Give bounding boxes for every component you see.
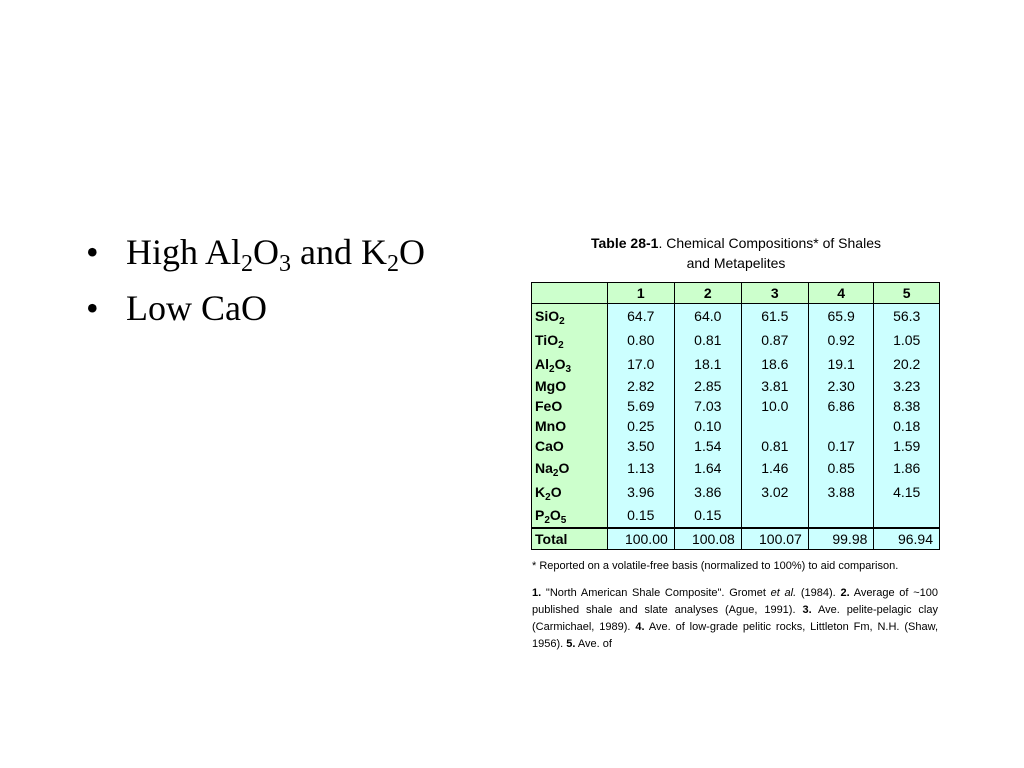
table-total-row: [532, 528, 940, 550]
table-cell: 1.13: [607, 456, 674, 480]
table-cell: 0.85: [808, 456, 874, 480]
table-cell: 0.92: [808, 328, 874, 352]
bullet-dot-icon: •: [86, 232, 99, 272]
table-cell: 0.81: [674, 328, 741, 352]
table-cell: 64.0: [674, 304, 741, 328]
table-cell: 65.9: [808, 304, 874, 328]
table-cell: 3.23: [874, 376, 940, 396]
table-cell: 8.38: [874, 396, 940, 416]
table-footnote: * Reported on a volatile-free basis (normalized to 100%) to aid comparison.: [532, 560, 899, 572]
table-body: [532, 304, 940, 528]
table-cell: 96.94: [874, 528, 940, 550]
table-caption: Table 28-1. Chemical Compositions* of Shales and Metapelites: [591, 235, 881, 271]
table-cell: 1.05: [874, 328, 940, 352]
table-cell: 0.80: [607, 328, 674, 352]
table-row: [532, 304, 940, 328]
bullet-item-2: • Low CaO: [86, 288, 267, 328]
table-row: [532, 436, 940, 456]
table-cell: 10.0: [741, 396, 808, 416]
row-label: MgO: [532, 376, 608, 396]
table-cell: 20.2: [874, 352, 940, 376]
table-cell: [808, 416, 874, 436]
table-cell: 100.07: [741, 528, 808, 550]
table-cell: 0.17: [808, 436, 874, 456]
row-label: $P_2O_5$: [532, 504, 608, 528]
table-cell: 7.03: [674, 396, 741, 416]
table-row: [532, 328, 940, 352]
table-cell: [741, 504, 808, 528]
table-cell: 6.86: [808, 396, 874, 416]
table-cell: [808, 504, 874, 528]
row-label: SiO$_2$: [532, 304, 608, 328]
table-cell: 1.64: [674, 456, 741, 480]
table-cell: 0.10: [674, 416, 741, 436]
table-cell: 100.00: [607, 528, 674, 550]
table-row: [532, 352, 940, 376]
table-cell: 0.87: [741, 328, 808, 352]
table-cell: 0.25: [607, 416, 674, 436]
table-cell: 1.86: [874, 456, 940, 480]
column-header: 1: [607, 283, 674, 304]
table-cell: 3.50: [607, 436, 674, 456]
row-label: $K_2O$: [532, 480, 608, 504]
table-cell: 3.96: [607, 480, 674, 504]
table-row: [532, 456, 940, 480]
table-cell: 3.86: [674, 480, 741, 504]
table-cell: 18.1: [674, 352, 741, 376]
table-cell: 4.15: [874, 480, 940, 504]
table-cell: 1.59: [874, 436, 940, 456]
row-label: TiO$_2$: [532, 328, 608, 352]
table-cell: 0.81: [741, 436, 808, 456]
row-label: $Na_2O$: [532, 456, 608, 480]
table-cell: [874, 504, 940, 528]
table-cell: 3.81: [741, 376, 808, 396]
row-label: $Al_2O_3$: [532, 352, 608, 376]
table-cell: 2.85: [674, 376, 741, 396]
composition-table: [531, 282, 940, 550]
table-cell: 18.6: [741, 352, 808, 376]
table-cell: 0.15: [607, 504, 674, 528]
table-row: [532, 396, 940, 416]
table-cell: 2.30: [808, 376, 874, 396]
table-cell: 0.18: [874, 416, 940, 436]
column-header: 4: [808, 283, 874, 304]
references-text: 1. "North American Shale Composite". Gromet et al. (1984). 2. Average of ~100 published shale and slate analyses (Ague, 1991). 3. Ave. pelite-pelagic clay (Carmichael, 1989). 4. Ave. of low-grade pelitic rocks, Littleton Fm, N.H. (Shaw, 1956). 5. Ave. of: [532, 587, 938, 650]
table-cell: 5.69: [607, 396, 674, 416]
table-cell: 61.5: [741, 304, 808, 328]
table-cell: 19.1: [808, 352, 874, 376]
table-cell: 100.08: [674, 528, 741, 550]
table-cell: 0.15: [674, 504, 741, 528]
column-header: 3: [741, 283, 808, 304]
table-row: [532, 416, 940, 436]
table-row: [532, 504, 940, 528]
table-cell: [741, 416, 808, 436]
table-cell: 17.0: [607, 352, 674, 376]
table-cell: 3.02: [741, 480, 808, 504]
column-header: 5: [874, 283, 940, 304]
table-cell: 64.7: [607, 304, 674, 328]
table-cell: 56.3: [874, 304, 940, 328]
row-label: CaO: [532, 436, 608, 456]
row-label: MnO: [532, 416, 608, 436]
row-label: FeO: [532, 396, 608, 416]
bullet-dot-icon: •: [86, 288, 99, 328]
column-header: 2: [674, 283, 741, 304]
bullet-item-1: • High $Al_2O_3$ and $K_2O$: [86, 232, 425, 277]
table-cell: 2.82: [607, 376, 674, 396]
table-row: [532, 376, 940, 396]
table-cell: 1.54: [674, 436, 741, 456]
table-cell: 99.98: [808, 528, 874, 550]
table-cell: 1.46: [741, 456, 808, 480]
bullet-list: [86, 230, 425, 342]
table-cell: 3.88: [808, 480, 874, 504]
table-row: [532, 480, 940, 504]
row-label: Total: [532, 528, 608, 550]
header-blank-cell: [532, 283, 608, 304]
table-header-row: [532, 283, 940, 304]
